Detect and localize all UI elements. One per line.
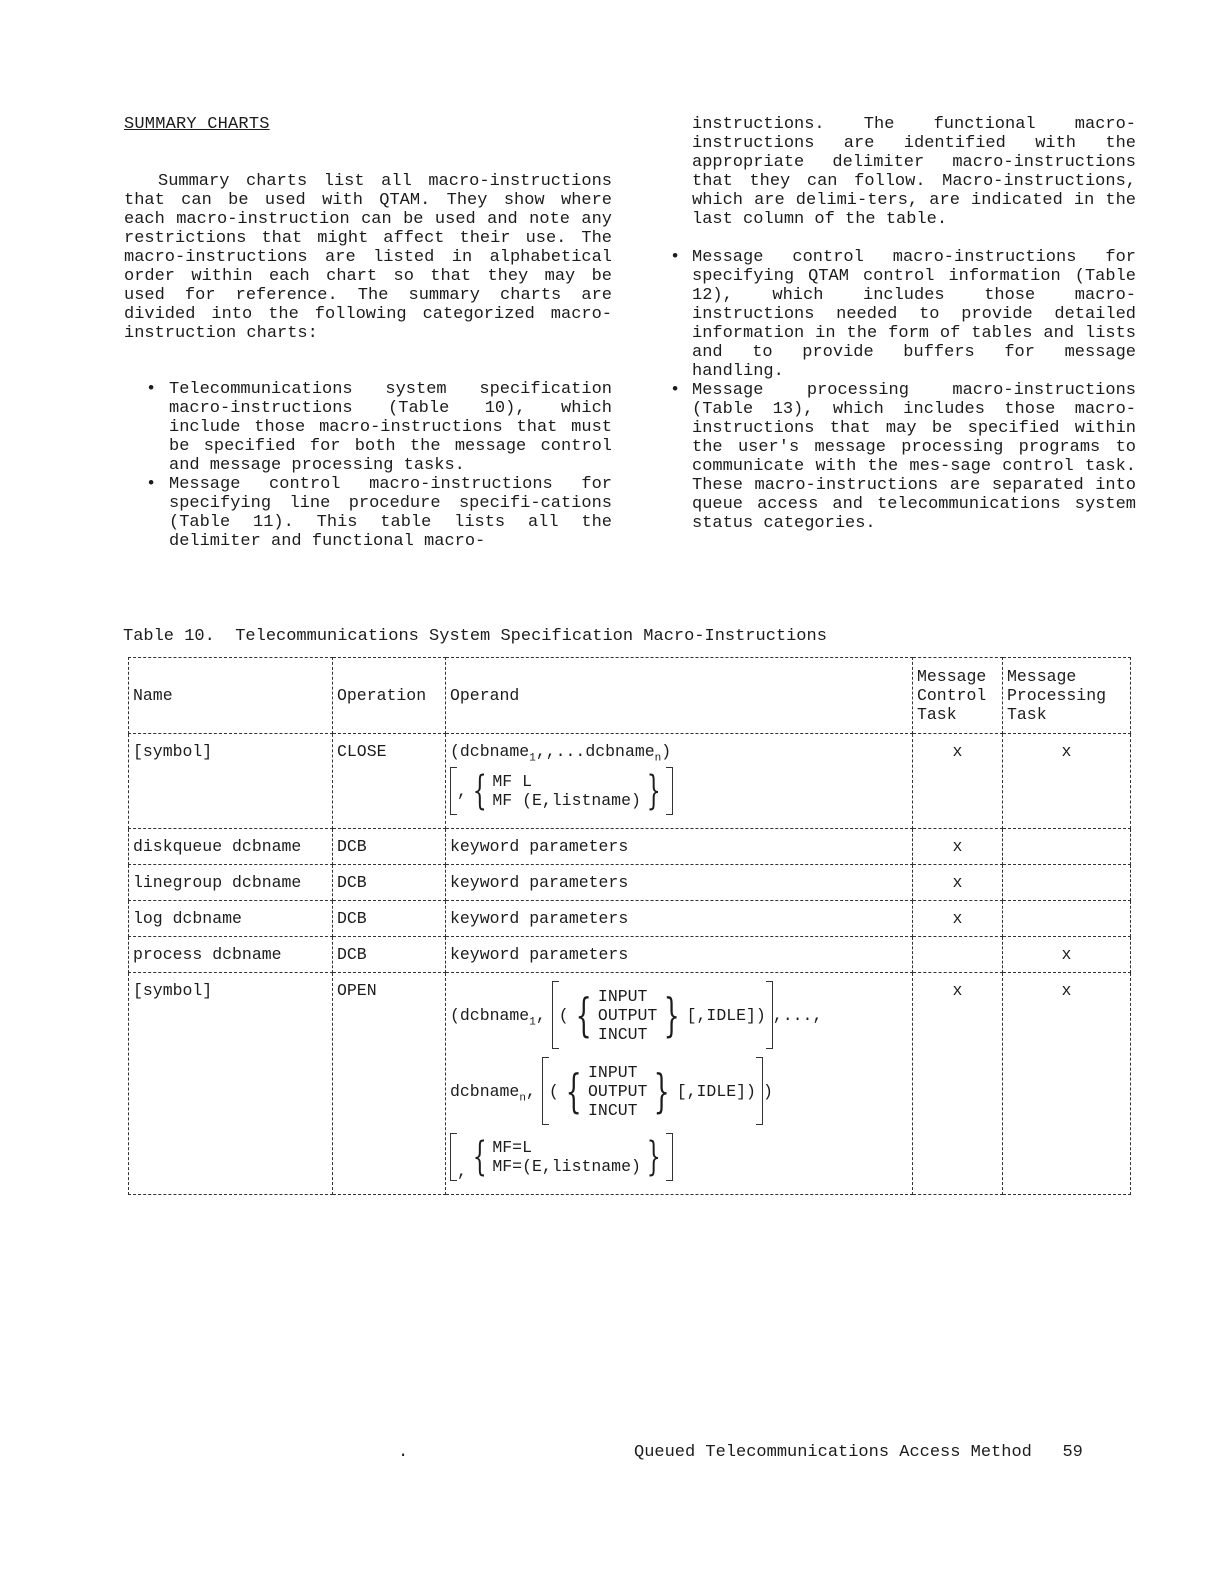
macro-table [128, 657, 1131, 1195]
operand-line: (dcbname$_1$,,...dcbname$_n$) [450, 742, 672, 765]
bullet-list-left [124, 380, 612, 551]
header-line: Processing [1007, 686, 1107, 705]
table-row [129, 901, 1131, 937]
cell-operation: DCB [333, 865, 446, 901]
continuation-paragraph: instructions. The functional macro-instructions are identified with the appropriate delimiter macro-instructions that they can follow. Macro-instructions, which are delimi-ters, are indicated in the last column of the table. [692, 115, 1136, 229]
table-row [129, 829, 1131, 865]
brace-right: } [646, 1134, 661, 1180]
table-row [129, 865, 1131, 901]
cell-operation: DCB [333, 901, 446, 937]
open-first-dcb: (dcbname$_1$, ( { INPUT OUTPUT INCUT } [,IDLE]) ,..., [450, 981, 822, 1049]
cell-message-processing: x [1003, 937, 1131, 973]
cell-operand: keyword parameters [446, 937, 913, 973]
intro-paragraph: Summary charts list all macro-instructions that can be used with QTAM. They show where each macro-instruction can be used and note any restrictions that might affect their use. The macro-instructions are listed in alphabetical order within each chart so that they may be used for reference. The summary charts are divided into the following categorized macro-instruction charts: [124, 172, 612, 343]
mf-option-group: , { MF L MF (E,listname) } [450, 767, 673, 815]
cell-name: log dcbname [129, 901, 333, 937]
cell-operand: keyword parameters [446, 901, 913, 937]
cell-message-processing [1003, 865, 1131, 901]
cell-message-control [913, 937, 1003, 973]
bullet-item: • Message control macro-instructions for specifying line procedure specifi-cations (Table 11). This table lists all the delimiter and functional macro- [124, 475, 612, 551]
mf-options: MF L MF (E,listname) [492, 772, 641, 810]
col-header-operand: Operand [446, 658, 913, 734]
col-header-message-processing [1003, 658, 1131, 734]
mf-options: MF=L MF=(E,listname) [492, 1138, 641, 1176]
col-header-message-control [913, 658, 1003, 734]
header-line: Task [1007, 705, 1047, 724]
cell-name: process dcbname [129, 937, 333, 973]
cell-name: diskqueue dcbname [129, 829, 333, 865]
header-line: Message [917, 667, 987, 686]
cell-name: [symbol] [129, 973, 333, 1195]
col-header-name: Name [129, 658, 333, 734]
bracket-left [542, 1057, 549, 1125]
cell-message-control: x [913, 829, 1003, 865]
bullet-item: • Message control macro-instructions for specifying QTAM control information (Table 12), which includes those macro-instructions needed to provide detailed information in the form of tables and lists and to provide buffers for message handling. [668, 248, 1136, 381]
cell-operand [446, 734, 913, 829]
cell-message-control: x [913, 734, 1003, 829]
bullet-item: • Message processing macro-instructions (Table 13), which includes those macro-instructions that may be specified within the user's message processing programs to communicate with the mes-sage control task. These macro-instructions are separated into queue access and telecommunications system status categories. [668, 381, 1136, 533]
footer-dot: . [398, 1443, 409, 1462]
bracket-right [756, 1057, 763, 1125]
mode-options: INPUT OUTPUT INCUT [588, 1062, 648, 1120]
brace-left: { [575, 988, 592, 1042]
header-line: Task [917, 705, 957, 724]
brace-left: { [565, 1064, 582, 1118]
table-row [129, 973, 1131, 1195]
bullet-list-right [668, 248, 1136, 533]
cell-message-processing: x [1003, 973, 1131, 1195]
header-line: Control [917, 686, 987, 705]
cell-message-processing: x [1003, 734, 1131, 829]
bracket-left [450, 767, 457, 815]
col-header-operation: Operation [333, 658, 446, 734]
page-footer [634, 1443, 1083, 1462]
cell-operation: DCB [333, 937, 446, 973]
cell-message-control: x [913, 901, 1003, 937]
mf-option-group: , { MF=L MF=(E,listname) } [450, 1133, 673, 1181]
brace-left: { [472, 1134, 487, 1180]
cell-operand [446, 973, 913, 1195]
cell-message-control: x [913, 865, 1003, 901]
cell-operation: DCB [333, 829, 446, 865]
brace-right: } [654, 1064, 671, 1118]
bullet-item: • Telecommunications system specification macro-instructions (Table 10), which include those macro-instructions that must be specified for both the message control and message processing tasks. [124, 380, 612, 475]
footer-title: Queued Telecommunications Access Method [634, 1443, 1032, 1462]
open-last-dcb: dcbname$_n$, ( { INPUT OUTPUT INCUT } [,IDLE]) ) [450, 1057, 773, 1125]
table-row [129, 734, 1131, 829]
table-header-row [129, 658, 1131, 734]
section-heading: SUMMARY CHARTS [124, 115, 270, 134]
cell-operation: OPEN [333, 973, 446, 1195]
cell-message-processing [1003, 901, 1131, 937]
brace-right: } [663, 988, 681, 1042]
cell-operand: keyword parameters [446, 865, 913, 901]
brace-right: } [646, 768, 661, 814]
page-number: 59 [1062, 1443, 1083, 1462]
bracket-left [552, 981, 559, 1049]
bracket-right [666, 1133, 673, 1181]
table-row [129, 937, 1131, 973]
header-line: Message [1007, 667, 1077, 686]
mode-options: INPUT OUTPUT INCUT [597, 986, 658, 1044]
bracket-left [450, 1133, 457, 1181]
brace-left: { [472, 768, 487, 814]
cell-name: linegroup dcbname [129, 865, 333, 901]
cell-message-control: x [913, 973, 1003, 1195]
cell-operation: CLOSE [333, 734, 446, 829]
cell-name: [symbol] [129, 734, 333, 829]
cell-operand: keyword parameters [446, 829, 913, 865]
table-caption: Table 10. Telecommunications System Specification Macro-Instructions [123, 627, 827, 646]
cell-message-processing [1003, 829, 1131, 865]
bracket-right [666, 767, 673, 815]
bracket-right [766, 981, 773, 1049]
